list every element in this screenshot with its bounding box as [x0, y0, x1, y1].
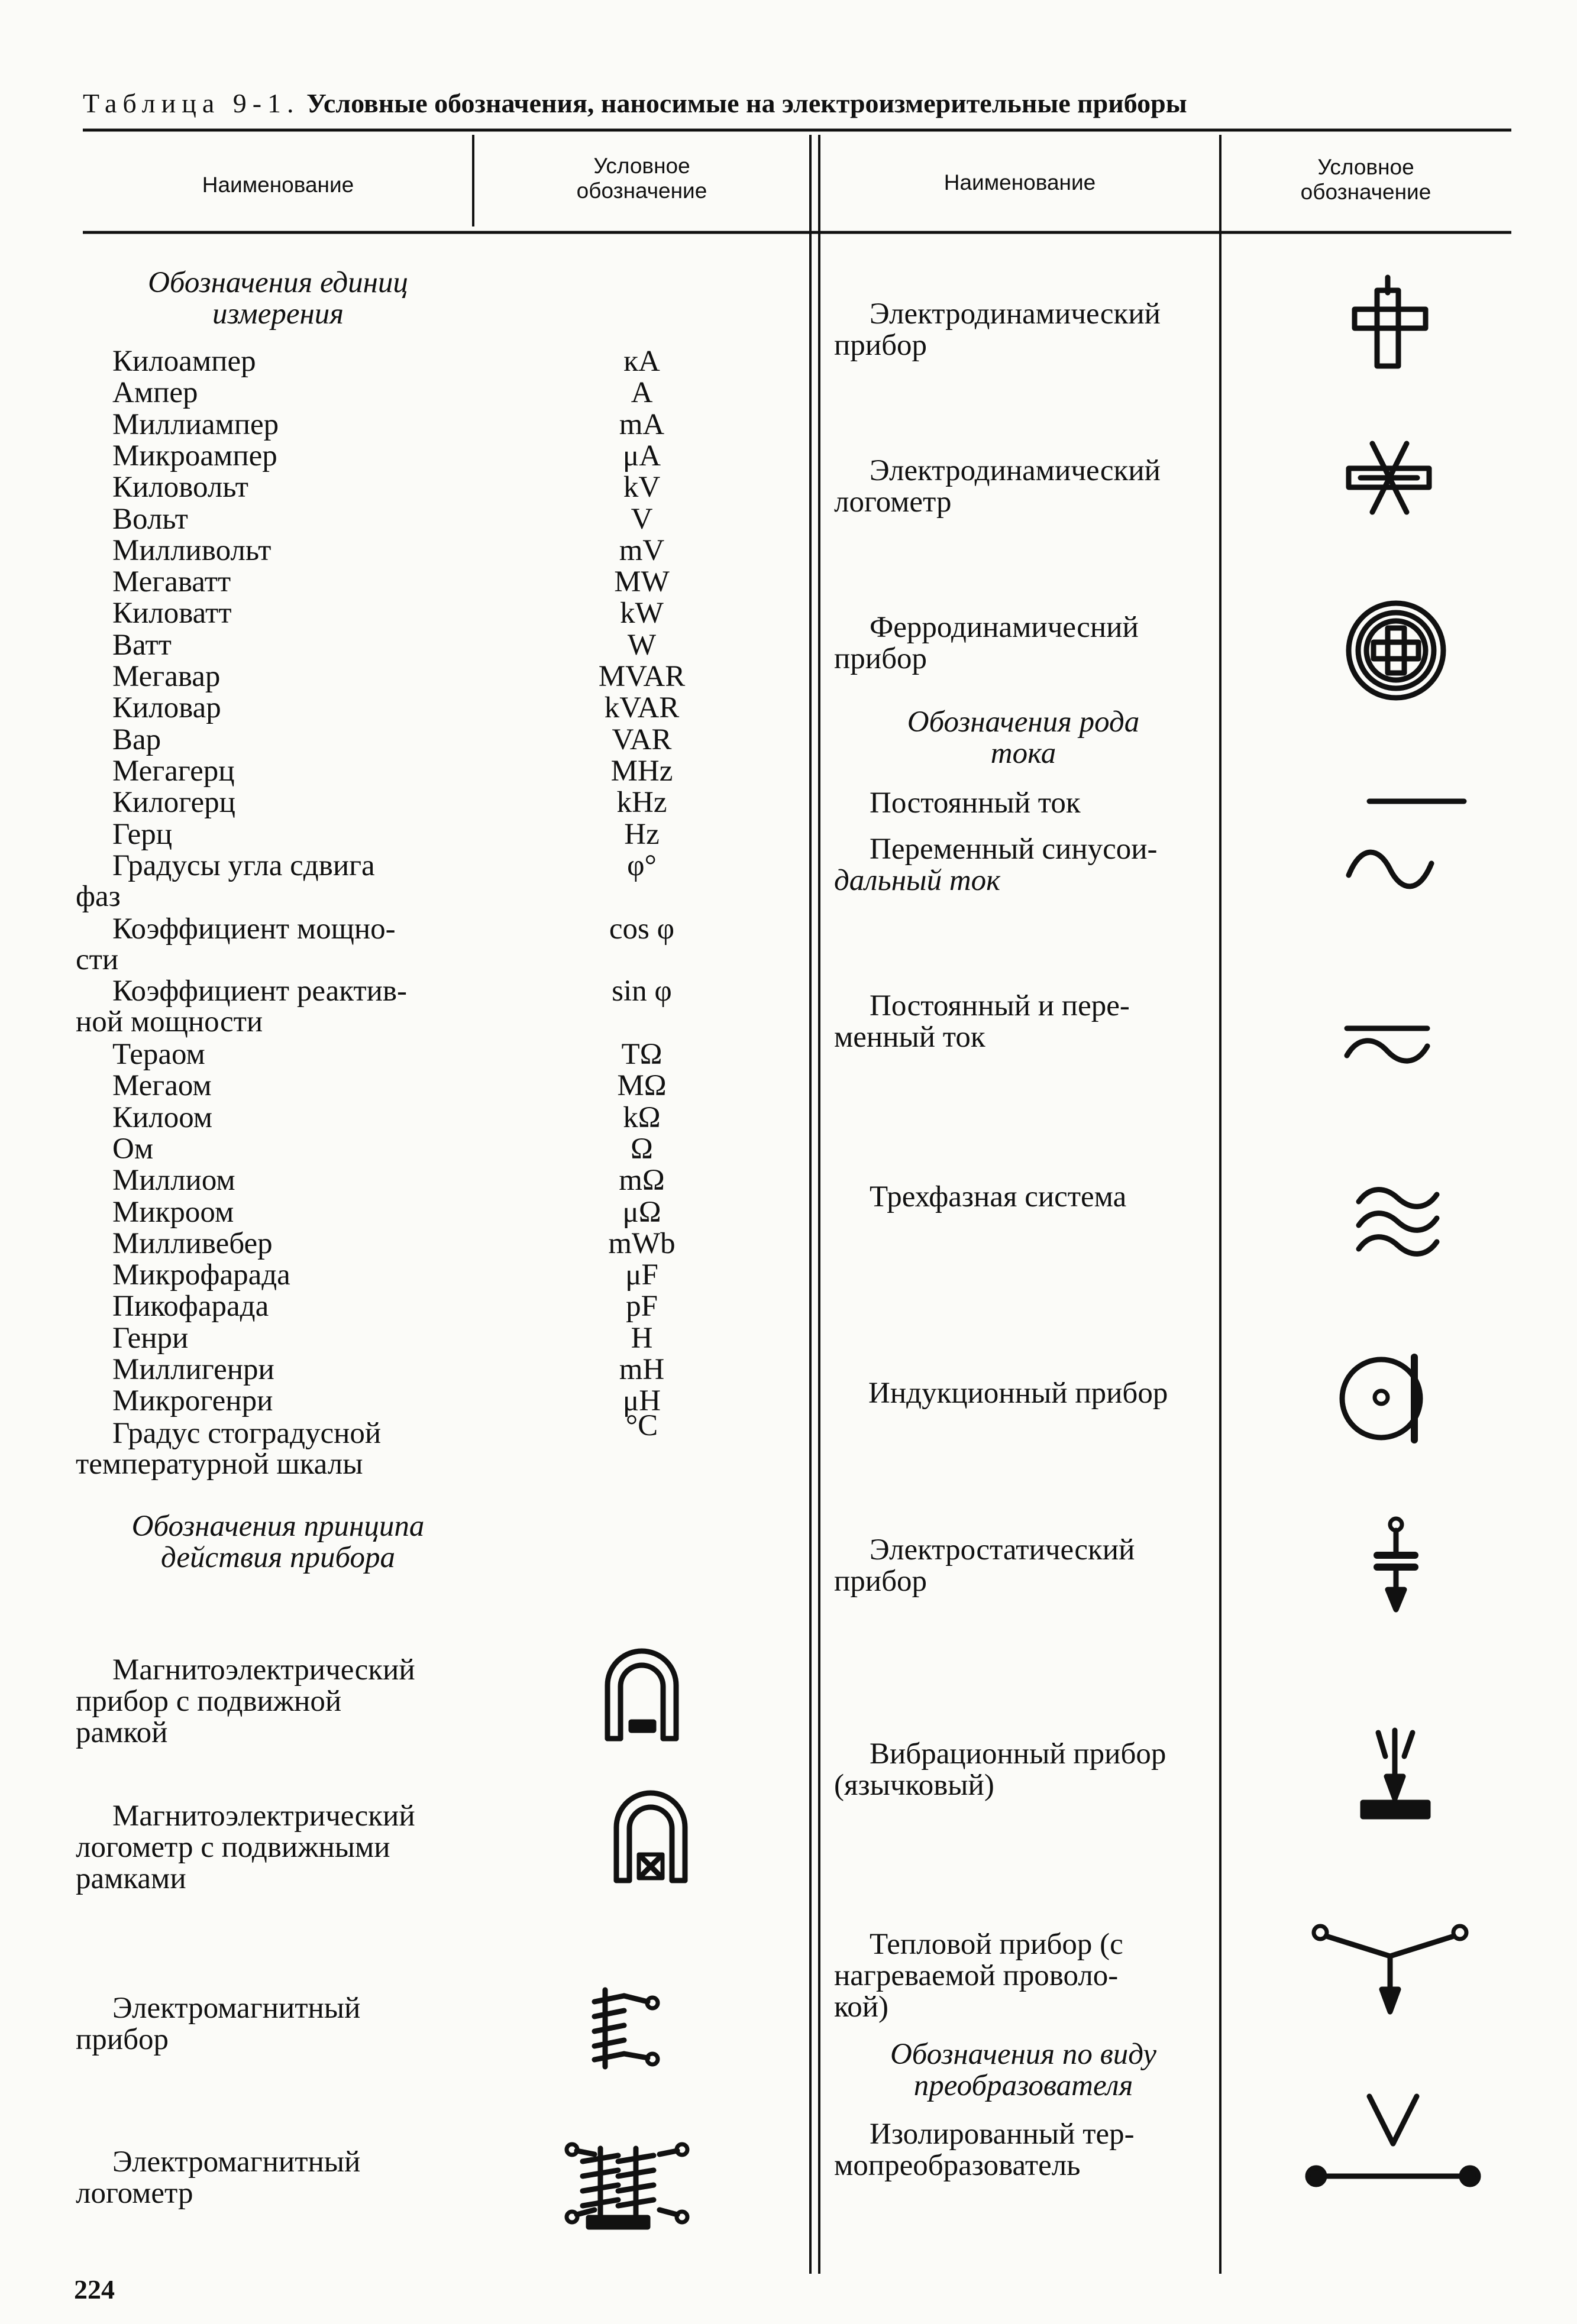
- electrostatic-label: [834, 1535, 1213, 1597]
- current-heading-l1: Обозначения рода: [907, 705, 1140, 739]
- vibration-label: [834, 1739, 1213, 1801]
- header-name-left: Наименование: [202, 173, 354, 197]
- unit-name: Ватт: [112, 628, 172, 662]
- ferrodynamic-icon: [1343, 597, 1449, 704]
- acdc-label: [834, 991, 1213, 1053]
- electromagnetic-l1: Электромагнитный: [112, 1992, 361, 2025]
- electromagnetic-logometer-l1: Электромагнитный: [112, 2145, 361, 2179]
- unit-name: Генри: [112, 1321, 189, 1355]
- thermocouple-l2: мопреобразователь: [834, 2149, 1081, 2182]
- unit-name: Киловатт: [112, 597, 232, 630]
- unit-symbol: Hz: [624, 817, 660, 851]
- converter-heading-l1: Обозначения по виду: [890, 2038, 1157, 2071]
- unit-symbol: μA: [622, 439, 661, 472]
- celsius-label-l2: температурной шкалы: [76, 1448, 363, 1481]
- electromagnetic-logometer-icon: [559, 2138, 707, 2232]
- unit-name: Килоампер: [112, 345, 256, 378]
- unit-name: Миллиампер: [112, 407, 279, 441]
- unit-name: Ампер: [112, 376, 198, 410]
- unit-name: Пикофарада: [112, 1290, 269, 1323]
- current-type-heading: [887, 707, 1159, 769]
- unit-symbol: pF: [626, 1290, 658, 1323]
- unit-symbol: MHz: [610, 754, 673, 788]
- unit-name: Килогерц: [112, 786, 235, 820]
- celsius-label: Градус стоградусной: [112, 1417, 382, 1450]
- three-phase-icon: [1352, 1183, 1446, 1265]
- magnetoelectric-l1: Магнитоэлектрический: [112, 1653, 415, 1687]
- sine-wave-icon: [1343, 840, 1437, 899]
- unit-name: Миллиом: [112, 1164, 235, 1197]
- unit-symbol: kV: [623, 471, 661, 504]
- electromagnetic-icon: [589, 1984, 671, 2073]
- unit-symbol: kVAR: [604, 691, 680, 725]
- ac-dc-icon: [1340, 1020, 1434, 1073]
- thermocouple-l1: Изолированный тер-: [870, 2118, 1135, 2151]
- electrodynamic-label: [834, 299, 1213, 361]
- reactive-factor-label: Коэффициент реактив-: [112, 975, 407, 1008]
- unit-symbol: mH: [619, 1353, 665, 1386]
- ac-label: [834, 834, 1213, 896]
- unit-name: Мегаом: [112, 1069, 212, 1103]
- unit-name: Килоом: [112, 1100, 213, 1134]
- unit-symbol: μH: [622, 1384, 661, 1418]
- unit-symbol: A: [631, 376, 653, 410]
- induction-icon: [1334, 1351, 1440, 1446]
- acdc-l1: Постоянный и пере-: [870, 989, 1130, 1022]
- power-factor-symbol: cos φ: [609, 912, 675, 946]
- unit-name: Микроампер: [112, 439, 277, 472]
- header-symbol-left-l2: обозначение: [576, 179, 707, 203]
- unit-name: Мегавар: [112, 660, 221, 693]
- vibration-reed-icon: [1355, 1727, 1437, 1827]
- magnetoelectric-l2: прибор с подвижной: [76, 1685, 342, 1718]
- unit-name: Мегагерц: [112, 754, 235, 788]
- page-number: 224: [74, 2274, 115, 2304]
- electrodynamic-logometer-icon: [1343, 432, 1437, 526]
- electrostatic-l2: прибор: [834, 1565, 928, 1598]
- table-caption: Условные обозначения, наносимые на электроизмерительные приборы: [306, 88, 1187, 118]
- units-heading: [83, 267, 473, 330]
- unit-name: Мегаватт: [112, 565, 231, 599]
- celsius-symbol: °C: [625, 1409, 658, 1442]
- unit-symbol: MW: [614, 565, 670, 599]
- header-symbol-right-l1: Условное: [1317, 155, 1414, 179]
- principle-heading-l2: действия прибора: [160, 1541, 396, 1574]
- electromagnetic-logometer-label: [76, 2147, 455, 2209]
- unit-symbol: Ω: [631, 1132, 653, 1166]
- acdc-l2: менный ток: [834, 1021, 985, 1054]
- vibration-l1: Вибрационный прибор: [870, 1737, 1166, 1770]
- electrostatic-l1: Электростатический: [870, 1533, 1135, 1566]
- magnetoelectric-logometer-icon: [609, 1792, 692, 1886]
- unit-symbol: кА: [623, 345, 660, 378]
- unit-name: Киловольт: [112, 471, 248, 504]
- unit-symbol: MΩ: [617, 1069, 667, 1103]
- electrodynamic-logometer-l1: Электродинамический: [870, 454, 1161, 487]
- unit-name: Микрогенри: [112, 1384, 273, 1418]
- table-number: Таблица 9-1.: [83, 88, 300, 118]
- hot-wire-icon: [1307, 1916, 1473, 2022]
- unit-symbol: mV: [619, 533, 665, 567]
- insulated-thermocouple-icon: [1304, 2085, 1482, 2191]
- electromagnetic-l2: прибор: [76, 2023, 169, 2056]
- magnetoelectric-l3: рамкой: [76, 1716, 168, 1749]
- converter-heading: [834, 2039, 1213, 2102]
- unit-name: Вар: [112, 723, 161, 756]
- ferrodynamic-label: [834, 612, 1213, 675]
- unit-symbol: H: [631, 1321, 653, 1355]
- magnetoelectric-logometer-l1: Магнитоэлектрический: [112, 1799, 415, 1833]
- header-symbol-left-l1: Условное: [593, 154, 690, 178]
- unit-name: Вольт: [112, 502, 188, 536]
- unit-name: Ом: [112, 1132, 154, 1166]
- electrodynamic-logometer-label: [834, 455, 1213, 518]
- thermal-label: [834, 1929, 1213, 2023]
- magnetoelectric-logometer-l2: логометр с подвижными: [76, 1831, 390, 1864]
- converter-heading-l2: преобразователя: [913, 2069, 1133, 2102]
- unit-name: Милливебер: [112, 1226, 273, 1260]
- units-heading-l1: Обозначения единиц: [148, 266, 408, 299]
- unit-symbol: kW: [620, 597, 664, 630]
- unit-symbol: kΩ: [623, 1100, 661, 1134]
- vibration-l2: (язычковый): [834, 1769, 994, 1802]
- units-heading-l2: измерения: [212, 297, 344, 331]
- electrodynamic-l2: прибор: [834, 329, 928, 362]
- unit-symbol: MVAR: [598, 660, 686, 693]
- unit-symbol: VAR: [612, 723, 672, 756]
- reactive-factor-symbol: sin φ: [612, 975, 672, 1008]
- header-symbol-left: [473, 154, 810, 203]
- magnetoelectric-logometer-label: [76, 1801, 455, 1895]
- power-factor-label: Коэффициент мощно-: [112, 912, 396, 946]
- unit-symbol: V: [631, 502, 653, 536]
- header-symbol-right: [1220, 155, 1511, 205]
- unit-name: Киловар: [112, 691, 221, 725]
- thermal-l1: Тепловой прибор (с: [870, 1928, 1123, 1961]
- principle-heading-l1: Обозначения принципа: [131, 1510, 425, 1543]
- unit-symbol: μΩ: [622, 1195, 661, 1229]
- unit-symbol: mA: [619, 407, 665, 441]
- current-heading-l2: тока: [990, 737, 1056, 770]
- unit-name: Миллигенри: [112, 1353, 274, 1386]
- electrostatic-icon: [1361, 1514, 1431, 1614]
- header-symbol-right-l2: обозначение: [1300, 180, 1431, 204]
- ferrodynamic-l2: прибор: [834, 642, 928, 675]
- principle-heading: [83, 1511, 473, 1574]
- unit-name: Микроом: [112, 1195, 234, 1229]
- thermal-l2: нагреваемой проволо-: [834, 1959, 1119, 1992]
- electromagnetic-logometer-l2: логометр: [76, 2177, 193, 2210]
- unit-name: Милливольт: [112, 533, 272, 567]
- header-name-right: Наименование: [943, 170, 1096, 195]
- electromagnetic-label: [76, 1993, 455, 2056]
- phase-angle-symbol: φ°: [627, 849, 657, 882]
- direct-current-icon: [1363, 792, 1470, 810]
- unit-symbol: mWb: [608, 1226, 676, 1260]
- unit-symbol: TΩ: [621, 1038, 663, 1071]
- thermal-l3: кой): [834, 1990, 888, 2024]
- power-factor-label-l2: сти: [76, 943, 119, 976]
- ac-l1: Переменный синусои-: [870, 833, 1158, 866]
- magnetoelectric-label: [76, 1655, 455, 1749]
- unit-symbol: W: [627, 628, 657, 662]
- unit-name: Микрофарада: [112, 1258, 290, 1292]
- ac-l2: дальный ток: [834, 864, 1001, 897]
- induction-label: Индукционный прибор: [868, 1377, 1168, 1410]
- magnetoelectric-moving-coil-icon: [600, 1650, 683, 1744]
- unit-symbol: kHz: [616, 786, 667, 820]
- phase-angle-label: Градусы угла сдвига: [112, 849, 375, 882]
- unit-name: Герц: [112, 817, 173, 851]
- reactive-factor-label-l2: ной мощности: [76, 1005, 263, 1038]
- unit-name: Тераом: [112, 1038, 205, 1071]
- ferrodynamic-l1: Ферродинамичесний: [870, 611, 1139, 644]
- electrodynamic-icon: [1349, 275, 1431, 370]
- unit-symbol: μF: [625, 1258, 658, 1292]
- magnetoelectric-logometer-l3: рамками: [76, 1862, 186, 1895]
- electrodynamic-l1: Электродинамический: [870, 297, 1161, 331]
- dc-label: Постоянный ток: [870, 786, 1081, 820]
- electrodynamic-logometer-l2: логометр: [834, 485, 952, 519]
- thermocouple-label: [834, 2119, 1213, 2181]
- three-phase-label: Трехфазная система: [870, 1180, 1127, 1213]
- unit-symbol: mΩ: [619, 1164, 665, 1197]
- phase-angle-label-l2: фаз: [76, 880, 121, 913]
